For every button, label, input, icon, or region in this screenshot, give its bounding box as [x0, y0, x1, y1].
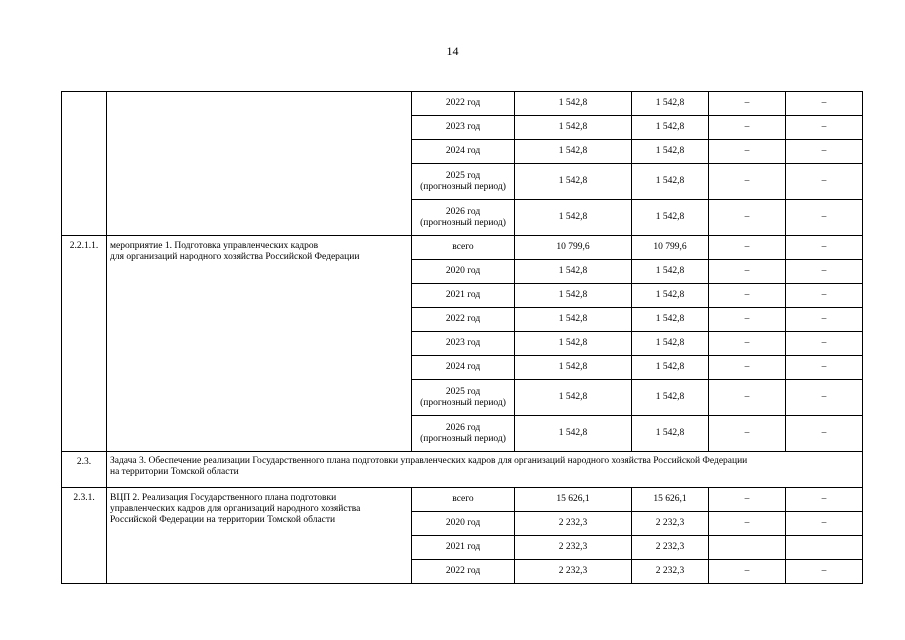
- total-cell: 1 542,8: [515, 92, 632, 116]
- regional-budget-cell: 2 232,3: [632, 560, 709, 584]
- value-cell: –: [709, 560, 786, 584]
- value-cell: –: [786, 308, 863, 332]
- year-cell: [412, 200, 515, 236]
- item-description: ВЦП 2. Реализация Государственного плана подготовки управленческих кадров для организаций народного хозяйства Российской Федерации на территории Томской области: [107, 488, 412, 584]
- value-cell: –: [786, 200, 863, 236]
- table-row: [62, 452, 863, 488]
- total-cell: 1 542,8: [515, 380, 632, 416]
- regional-budget-cell: 1 542,8: [632, 356, 709, 380]
- value-cell: –: [709, 140, 786, 164]
- value-cell: –: [709, 236, 786, 260]
- year-cell: 2020 год: [412, 512, 515, 536]
- year-label: 2025 год: [445, 386, 481, 397]
- year-cell: 2021 год: [412, 284, 515, 308]
- item-number: 2.2.1.1.: [62, 236, 107, 452]
- number-cell: [62, 92, 107, 236]
- value-cell: –: [709, 416, 786, 452]
- value-cell: –: [709, 284, 786, 308]
- task-description: Задача 3. Обеспечение реализации Государственного плана подготовки управленческих кадров для организаций народного хозяйства Российской Федерации на территории Томской области: [107, 452, 863, 488]
- value-cell: –: [786, 488, 863, 512]
- total-cell: 1 542,8: [515, 200, 632, 236]
- value-cell: –: [709, 164, 786, 200]
- total-cell: 1 542,8: [515, 356, 632, 380]
- value-cell: –: [709, 356, 786, 380]
- regional-budget-cell: 1 542,8: [632, 380, 709, 416]
- total-cell: 10 799,6: [515, 236, 632, 260]
- year-cell: 2020 год: [412, 260, 515, 284]
- table-row: [62, 236, 863, 260]
- year-cell: 2024 год: [412, 140, 515, 164]
- regional-budget-cell: 1 542,8: [632, 416, 709, 452]
- table-row: [62, 488, 863, 512]
- year-cell: 2022 год: [412, 92, 515, 116]
- year-cell: [412, 164, 515, 200]
- year-cell: всего: [412, 236, 515, 260]
- total-cell: 1 542,8: [515, 332, 632, 356]
- total-cell: 1 542,8: [515, 116, 632, 140]
- regional-budget-cell: 1 542,8: [632, 116, 709, 140]
- value-cell: –: [786, 560, 863, 584]
- value-cell: –: [786, 332, 863, 356]
- value-cell: –: [709, 260, 786, 284]
- value-cell: [786, 536, 863, 560]
- total-cell: 2 232,3: [515, 536, 632, 560]
- total-cell: 1 542,8: [515, 416, 632, 452]
- value-cell: –: [786, 116, 863, 140]
- value-cell: –: [786, 356, 863, 380]
- total-cell: 1 542,8: [515, 284, 632, 308]
- item-number: 2.3.: [62, 452, 107, 488]
- value-cell: –: [786, 236, 863, 260]
- page-number: 14: [446, 44, 459, 58]
- value-cell: –: [786, 380, 863, 416]
- year-label: 2025 год: [445, 170, 481, 181]
- regional-budget-cell: 1 542,8: [632, 140, 709, 164]
- year-cell: 2022 год: [412, 560, 515, 584]
- value-cell: –: [786, 284, 863, 308]
- total-cell: 15 626,1: [515, 488, 632, 512]
- regional-budget-cell: 2 232,3: [632, 512, 709, 536]
- item-number: 2.3.1.: [62, 488, 107, 584]
- total-cell: 2 232,3: [515, 512, 632, 536]
- total-cell: 2 232,3: [515, 560, 632, 584]
- value-cell: –: [709, 380, 786, 416]
- value-cell: –: [709, 200, 786, 236]
- forecast-label: (прогнозный период): [420, 433, 506, 444]
- regional-budget-cell: 1 542,8: [632, 284, 709, 308]
- forecast-label: (прогнозный период): [420, 217, 506, 228]
- description-cell: [107, 92, 412, 236]
- value-cell: –: [786, 260, 863, 284]
- year-cell: 2023 год: [412, 332, 515, 356]
- value-cell: –: [786, 416, 863, 452]
- year-label: 2026 год: [445, 206, 481, 217]
- year-cell: 2024 год: [412, 356, 515, 380]
- year-cell: всего: [412, 488, 515, 512]
- value-cell: –: [709, 92, 786, 116]
- regional-budget-cell: 1 542,8: [632, 92, 709, 116]
- value-cell: –: [709, 512, 786, 536]
- value-cell: –: [709, 308, 786, 332]
- value-cell: [709, 536, 786, 560]
- year-cell: [412, 416, 515, 452]
- regional-budget-cell: 15 626,1: [632, 488, 709, 512]
- year-cell: [412, 380, 515, 416]
- year-cell: 2022 год: [412, 308, 515, 332]
- total-cell: 1 542,8: [515, 308, 632, 332]
- value-cell: –: [709, 332, 786, 356]
- total-cell: 1 542,8: [515, 164, 632, 200]
- regional-budget-cell: 1 542,8: [632, 200, 709, 236]
- regional-budget-cell: 1 542,8: [632, 164, 709, 200]
- regional-budget-cell: 2 232,3: [632, 536, 709, 560]
- value-cell: –: [709, 116, 786, 140]
- regional-budget-cell: 1 542,8: [632, 332, 709, 356]
- value-cell: –: [786, 512, 863, 536]
- table-row: [62, 92, 863, 116]
- year-cell: 2023 год: [412, 116, 515, 140]
- budget-table: [61, 91, 863, 584]
- year-label: 2026 год: [445, 422, 481, 433]
- regional-budget-cell: 1 542,8: [632, 308, 709, 332]
- regional-budget-cell: 1 542,8: [632, 260, 709, 284]
- value-cell: –: [786, 92, 863, 116]
- value-cell: –: [786, 140, 863, 164]
- total-cell: 1 542,8: [515, 260, 632, 284]
- value-cell: –: [786, 164, 863, 200]
- value-cell: –: [709, 488, 786, 512]
- year-cell: 2021 год: [412, 536, 515, 560]
- regional-budget-cell: 10 799,6: [632, 236, 709, 260]
- forecast-label: (прогнозный период): [420, 181, 506, 192]
- total-cell: 1 542,8: [515, 140, 632, 164]
- item-description: мероприятие 1. Подготовка управленческих кадров для организаций народного хозяйства Российской Федерации: [107, 236, 412, 452]
- forecast-label: (прогнозный период): [420, 397, 506, 408]
